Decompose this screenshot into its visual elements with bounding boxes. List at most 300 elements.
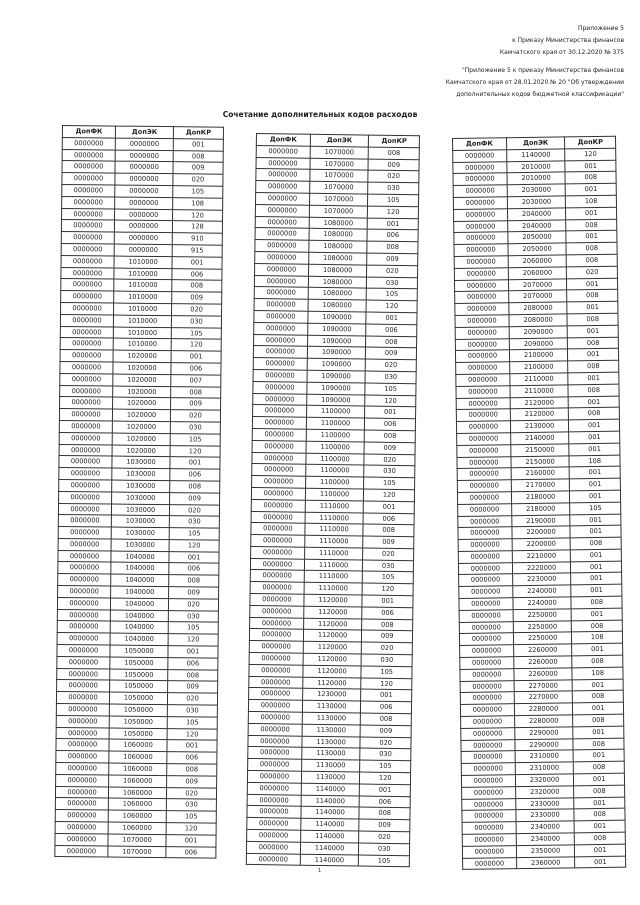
cell-dopkr: 020 <box>567 266 618 279</box>
codes-table-3 <box>452 136 626 871</box>
cell-dopkr: 001 <box>568 372 619 385</box>
column-header-dopfk: ДопФК <box>256 134 310 147</box>
cell-dopkr: 001 <box>570 478 621 491</box>
cell-dopek: 1050000 <box>109 704 167 716</box>
cell-dopkr: 006 <box>366 324 417 337</box>
cell-dopkr: 001 <box>568 349 619 362</box>
cell-dopek: 1030000 <box>112 468 170 480</box>
cell-dopkr: 008 <box>567 290 618 303</box>
cell-dopfk: 0000000 <box>60 314 113 326</box>
cell-dopek: 2050000 <box>508 243 567 256</box>
header-line-6: дополнительных кодов бюджетной классификации" <box>456 91 624 98</box>
cell-dopkr: 001 <box>366 312 417 325</box>
cell-dopkr: 001 <box>173 138 223 150</box>
cell-dopek: 2090000 <box>509 337 568 350</box>
cell-dopkr: 108 <box>173 197 223 209</box>
cell-dopkr: 008 <box>566 219 617 232</box>
table-row <box>58 503 219 516</box>
cell-dopek: 1030000 <box>112 456 170 468</box>
cell-dopek: 1050000 <box>110 645 168 657</box>
cell-dopek: 2100000 <box>509 361 568 374</box>
table-row <box>56 739 217 752</box>
cell-dopek: 1090000 <box>308 311 367 324</box>
cell-dopkr: 020 <box>360 737 411 750</box>
cell-dopkr: 030 <box>364 465 415 478</box>
cell-dopek: 1120000 <box>303 677 362 690</box>
cell-dopfk: 0000000 <box>253 358 307 371</box>
cell-dopek: 1130000 <box>302 700 361 713</box>
cell-dopfk: 0000000 <box>255 251 309 264</box>
cell-dopkr: 001 <box>571 573 622 586</box>
cell-dopek: 1010000 <box>114 256 172 268</box>
cell-dopkr: 009 <box>173 162 223 174</box>
cell-dopkr: 008 <box>575 832 626 845</box>
cell-dopfk: 0000000 <box>461 751 515 764</box>
cell-dopfk: 0000000 <box>58 574 111 586</box>
cell-dopkr: 008 <box>574 761 625 774</box>
cell-dopek: 2290000 <box>515 739 574 752</box>
table-row <box>59 409 220 422</box>
cell-dopfk: 0000000 <box>248 735 302 748</box>
cell-dopek: 1100000 <box>305 488 364 501</box>
cell-dopek: 2170000 <box>511 479 570 492</box>
cell-dopek: 2040000 <box>507 219 566 232</box>
table-row <box>62 184 223 197</box>
cell-dopkr: 001 <box>569 431 620 444</box>
cell-dopek: 2120000 <box>510 408 569 421</box>
cell-dopek: 2010000 <box>507 161 566 174</box>
cell-dopkr: 001 <box>570 466 621 479</box>
cell-dopfk: 0000000 <box>60 397 113 409</box>
cell-dopek: 1030000 <box>111 527 169 539</box>
cell-dopek: 2290000 <box>515 727 574 740</box>
cell-dopfk: 0000000 <box>255 204 309 217</box>
cell-dopkr: 120 <box>169 540 219 552</box>
cell-dopek: 1140000 <box>301 818 360 831</box>
cell-dopfk: 0000000 <box>250 558 304 571</box>
cell-dopek: 1020000 <box>113 386 171 398</box>
cell-dopek: 1110000 <box>305 524 364 537</box>
cell-dopkr: 108 <box>566 195 617 208</box>
cell-dopfk: 0000000 <box>453 197 507 210</box>
cell-dopfk: 0000000 <box>455 315 509 328</box>
cell-dopfk: 0000000 <box>455 291 509 304</box>
cell-dopfk: 0000000 <box>252 428 306 441</box>
cell-dopkr: 120 <box>167 728 217 740</box>
cell-dopfk: 0000000 <box>55 798 108 810</box>
cell-dopfk: 0000000 <box>456 409 510 422</box>
cell-dopfk: 0000000 <box>255 216 309 229</box>
cell-dopek: 1080000 <box>309 217 368 230</box>
cell-dopkr: 001 <box>566 183 617 196</box>
cell-dopfk: 0000000 <box>59 468 112 480</box>
cell-dopkr: 001 <box>565 160 616 173</box>
cell-dopek: 1020000 <box>112 445 170 457</box>
cell-dopfk: 0000000 <box>251 511 305 524</box>
cell-dopfk: 0000000 <box>57 609 110 621</box>
cell-dopfk: 0000000 <box>460 657 514 670</box>
cell-dopfk: 0000000 <box>459 633 513 646</box>
cell-dopfk: 0000000 <box>457 433 511 446</box>
cell-dopkr: 009 <box>361 725 412 738</box>
cell-dopkr: 006 <box>362 607 413 620</box>
cell-dopek: 2130000 <box>510 420 569 433</box>
cell-dopkr: 009 <box>368 159 419 172</box>
column-header-dopfk: ДопФК <box>453 138 507 151</box>
cell-dopkr: 030 <box>368 182 419 195</box>
cell-dopek: 1050000 <box>110 692 168 704</box>
cell-dopfk: 0000000 <box>251 535 305 548</box>
cell-dopkr: 001 <box>571 584 622 597</box>
cell-dopfk: 0000000 <box>456 362 510 375</box>
cell-dopfk: 0000000 <box>254 310 308 323</box>
cell-dopek: 1100000 <box>306 406 365 419</box>
cell-dopek: 1100000 <box>306 417 365 430</box>
cell-dopkr: 105 <box>365 383 416 396</box>
table-row <box>62 149 223 162</box>
cell-dopkr: 120 <box>368 206 419 219</box>
cell-dopkr: 008 <box>568 360 619 373</box>
table-row <box>56 727 217 740</box>
cell-dopkr: 009 <box>362 630 413 643</box>
cell-dopfk: 0000000 <box>248 711 302 724</box>
cell-dopkr: 001 <box>569 396 620 409</box>
header-line-5: Камчатского края от 28.01.2020 № 20 "Об утверждении <box>445 79 624 86</box>
cell-dopek: 1100000 <box>305 476 364 489</box>
cell-dopek: 2060000 <box>508 255 567 268</box>
cell-dopkr: 008 <box>572 655 623 668</box>
cell-dopek: 1140000 <box>300 854 359 867</box>
cell-dopek: 2360000 <box>516 856 575 869</box>
cell-dopkr: 008 <box>568 337 619 350</box>
cell-dopfk: 0000000 <box>253 405 307 418</box>
cell-dopek: 1100000 <box>306 429 365 442</box>
cell-dopfk: 0000000 <box>58 538 111 550</box>
cell-dopfk: 0000000 <box>59 479 112 491</box>
cell-dopek: 0000000 <box>115 220 173 232</box>
cell-dopkr: 030 <box>166 799 216 811</box>
cell-dopkr: 001 <box>573 679 624 692</box>
cell-dopek: 1080000 <box>308 276 367 289</box>
cell-dopfk: 0000000 <box>57 668 110 680</box>
cell-dopkr: 030 <box>170 422 220 434</box>
table-row <box>463 856 626 870</box>
cell-dopfk: 0000000 <box>58 515 111 527</box>
cell-dopkr: 008 <box>567 254 618 267</box>
cell-dopfk: 0000000 <box>58 503 111 515</box>
cell-dopek: 1110000 <box>305 535 364 548</box>
cell-dopek: 1020000 <box>112 421 170 433</box>
cell-dopfk: 0000000 <box>254 299 308 312</box>
cell-dopek: 1090000 <box>306 394 365 407</box>
cell-dopfk: 0000000 <box>56 692 109 704</box>
cell-dopfk: 0000000 <box>60 361 113 373</box>
table-row <box>59 432 220 445</box>
cell-dopfk: 0000000 <box>57 656 110 668</box>
cell-dopek: 2260000 <box>513 644 572 657</box>
cell-dopfk: 0000000 <box>56 739 109 751</box>
cell-dopkr: 020 <box>173 174 223 186</box>
cell-dopkr: 008 <box>567 313 618 326</box>
cell-dopek: 2320000 <box>515 774 574 787</box>
cell-dopek: 2200000 <box>512 526 571 539</box>
cell-dopkr: 009 <box>168 681 218 693</box>
cell-dopek: 0000000 <box>115 173 173 185</box>
cell-dopfk: 0000000 <box>256 157 310 170</box>
cell-dopkr: 910 <box>172 233 222 245</box>
cell-dopkr: 105 <box>367 288 418 301</box>
cell-dopek: 2040000 <box>507 208 566 221</box>
cell-dopkr: 030 <box>363 560 414 573</box>
cell-dopkr: 006 <box>363 513 414 526</box>
cell-dopkr: 120 <box>173 209 223 221</box>
cell-dopfk: 0000000 <box>61 267 114 279</box>
cell-dopek: 1050000 <box>110 669 168 681</box>
cell-dopkr: 001 <box>575 844 626 857</box>
cell-dopfk: 0000000 <box>248 759 302 772</box>
cell-dopfk: 0000000 <box>454 256 508 269</box>
cell-dopfk: 0000000 <box>56 715 109 727</box>
cell-dopkr: 001 <box>361 689 412 702</box>
cell-dopek: 1040000 <box>111 551 169 563</box>
table-row <box>62 173 223 186</box>
table-row <box>60 385 221 398</box>
cell-dopkr: 006 <box>360 796 411 809</box>
cell-dopkr: 001 <box>572 643 623 656</box>
cell-dopfk: 0000000 <box>57 633 110 645</box>
cell-dopfk: 0000000 <box>57 597 110 609</box>
cell-dopfk: 0000000 <box>57 645 110 657</box>
cell-dopek: 1120000 <box>303 653 362 666</box>
cell-dopek: 1070000 <box>310 170 369 183</box>
cell-dopkr: 008 <box>573 738 624 751</box>
cell-dopfk: 0000000 <box>62 184 115 196</box>
cell-dopfk: 0000000 <box>61 255 114 267</box>
cell-dopek: 1090000 <box>307 370 366 383</box>
cell-dopfk: 0000000 <box>62 161 115 173</box>
table-row <box>246 853 409 867</box>
header-line-3: Камчатского края от 30.12.2020 № 375 <box>499 49 624 56</box>
cell-dopkr: 108 <box>569 455 620 468</box>
cell-dopkr: 008 <box>573 714 624 727</box>
cell-dopfk: 0000000 <box>253 346 307 359</box>
cell-dopfk: 0000000 <box>56 704 109 716</box>
cell-dopfk: 0000000 <box>250 582 304 595</box>
cell-dopfk: 0000000 <box>458 551 512 564</box>
cell-dopkr: 006 <box>172 268 222 280</box>
table-row <box>60 350 221 363</box>
cell-dopek: 1050000 <box>110 680 168 692</box>
cell-dopek: 2280000 <box>514 703 573 716</box>
table-row <box>59 468 220 481</box>
cell-dopek: 1070000 <box>309 205 368 218</box>
cell-dopfk: 0000000 <box>59 432 112 444</box>
table-row <box>55 786 216 799</box>
cell-dopfk: 0000000 <box>60 385 113 397</box>
table-row <box>57 609 218 622</box>
cell-dopkr: 001 <box>569 419 620 432</box>
table-row <box>58 562 219 575</box>
cell-dopkr: 020 <box>170 410 220 422</box>
cell-dopek: 1140000 <box>300 842 359 855</box>
page-number: 1 <box>318 868 322 874</box>
cell-dopek: 0000000 <box>115 138 173 150</box>
cell-dopfk: 0000000 <box>248 723 302 736</box>
cell-dopfk: 0000000 <box>462 810 516 823</box>
cell-dopek: 1080000 <box>308 288 367 301</box>
cell-dopkr: 008 <box>366 336 417 349</box>
cell-dopkr: 020 <box>368 170 419 183</box>
cell-dopkr: 105 <box>570 502 621 515</box>
cell-dopkr: 120 <box>365 395 416 408</box>
cell-dopfk: 0000000 <box>453 173 507 186</box>
cell-dopkr: 001 <box>172 256 222 268</box>
cell-dopkr: 030 <box>359 843 410 856</box>
cell-dopek: 1130000 <box>302 712 361 725</box>
cell-dopek: 1010000 <box>114 279 172 291</box>
cell-dopfk: 0000000 <box>254 287 308 300</box>
cell-dopkr: 008 <box>568 384 619 397</box>
cell-dopkr: 008 <box>574 809 625 822</box>
cell-dopkr: 105 <box>166 811 216 823</box>
table-row <box>55 810 216 823</box>
cell-dopfk: 0000000 <box>459 598 513 611</box>
cell-dopek: 1060000 <box>109 739 167 751</box>
cell-dopek: 1030000 <box>111 539 169 551</box>
cell-dopek: 1060000 <box>108 822 166 834</box>
cell-dopfk: 0000000 <box>456 421 510 434</box>
table-row <box>55 845 216 858</box>
table-row <box>62 161 223 174</box>
cell-dopfk: 0000000 <box>247 829 301 842</box>
table-row <box>59 491 220 504</box>
cell-dopek: 2310000 <box>515 750 574 763</box>
cell-dopek: 1110000 <box>304 582 363 595</box>
table-row <box>56 715 217 728</box>
cell-dopek: 1060000 <box>109 763 167 775</box>
cell-dopek: 1130000 <box>302 736 361 749</box>
cell-dopkr: 009 <box>170 492 220 504</box>
cell-dopfk: 0000000 <box>462 822 516 835</box>
cell-dopkr: 001 <box>574 797 625 810</box>
cell-dopkr: 008 <box>169 575 219 587</box>
cell-dopfk: 0000000 <box>60 326 113 338</box>
cell-dopek: 1030000 <box>111 515 169 527</box>
cell-dopkr: 001 <box>566 231 617 244</box>
cell-dopfk: 0000000 <box>459 621 513 634</box>
cell-dopkr: 105 <box>364 477 415 490</box>
cell-dopkr: 009 <box>366 347 417 360</box>
cell-dopfk: 0000000 <box>253 381 307 394</box>
cell-dopkr: 030 <box>367 277 418 290</box>
cell-dopek: 1020000 <box>113 362 171 374</box>
cell-dopkr: 105 <box>368 194 419 207</box>
cell-dopkr: 009 <box>169 587 219 599</box>
cell-dopek: 2330000 <box>516 809 575 822</box>
cell-dopek: 1130000 <box>301 759 360 772</box>
cell-dopkr: 120 <box>171 339 221 351</box>
cell-dopek: 1070000 <box>310 158 369 171</box>
cell-dopek: 1030000 <box>112 504 170 516</box>
cell-dopfk: 0000000 <box>251 523 305 536</box>
cell-dopkr: 008 <box>565 172 616 185</box>
cell-dopek: 0000000 <box>115 209 173 221</box>
cell-dopfk: 0000000 <box>251 499 305 512</box>
column-header-dopek: ДопЭК <box>310 134 369 147</box>
cell-dopfk: 0000000 <box>462 845 516 858</box>
cell-dopfk: 0000000 <box>62 149 115 161</box>
table-row <box>57 633 218 646</box>
cell-dopfk: 0000000 <box>246 841 300 854</box>
cell-dopek: 2070000 <box>508 290 567 303</box>
cell-dopkr: 128 <box>172 221 222 233</box>
cell-dopfk: 0000000 <box>56 763 109 775</box>
cell-dopek: 1070000 <box>108 846 166 858</box>
cell-dopkr: 001 <box>166 834 216 846</box>
cell-dopfk: 0000000 <box>455 326 509 339</box>
cell-dopfk: 0000000 <box>247 782 301 795</box>
cell-dopek: 1090000 <box>307 335 366 348</box>
cell-dopkr: 001 <box>571 561 622 574</box>
cell-dopkr: 008 <box>359 807 410 820</box>
cell-dopkr: 001 <box>365 406 416 419</box>
cell-dopkr: 120 <box>366 300 417 313</box>
cell-dopek: 1040000 <box>111 574 169 586</box>
cell-dopfk: 0000000 <box>456 397 510 410</box>
cell-dopkr: 006 <box>367 229 418 242</box>
table-row <box>62 137 223 150</box>
cell-dopfk: 0000000 <box>255 228 309 241</box>
cell-dopek: 1060000 <box>109 775 167 787</box>
cell-dopek: 2230000 <box>512 573 571 586</box>
cell-dopfk: 0000000 <box>250 605 304 618</box>
cell-dopkr: 006 <box>361 701 412 714</box>
cell-dopek: 2160000 <box>511 467 570 480</box>
cell-dopek: 1120000 <box>303 641 362 654</box>
cell-dopkr: 120 <box>363 583 414 596</box>
cell-dopek: 1060000 <box>109 787 167 799</box>
cell-dopfk: 0000000 <box>55 833 108 845</box>
header-line-2: к Приказу Министерства финансов <box>512 37 624 44</box>
cell-dopkr: 006 <box>166 846 216 858</box>
column-header-dopek: ДопЭК <box>506 137 565 150</box>
cell-dopek: 2010000 <box>507 172 566 185</box>
cell-dopek: 2050000 <box>508 231 567 244</box>
table-row <box>58 527 219 540</box>
cell-dopfk: 0000000 <box>455 303 509 316</box>
cell-dopek: 1080000 <box>308 252 367 265</box>
cell-dopfk: 0000000 <box>56 751 109 763</box>
cell-dopkr: 001 <box>570 525 621 538</box>
cell-dopfk: 0000000 <box>58 527 111 539</box>
column-header-dopkr: ДопКР <box>173 127 223 139</box>
cell-dopfk: 0000000 <box>453 161 507 174</box>
cell-dopfk: 0000000 <box>56 774 109 786</box>
cell-dopfk: 0000000 <box>454 232 508 245</box>
cell-dopfk: 0000000 <box>56 727 109 739</box>
cell-dopkr: 008 <box>569 408 620 421</box>
cell-dopfk: 0000000 <box>457 468 511 481</box>
cell-dopfk: 0000000 <box>256 169 310 182</box>
cell-dopek: 1050000 <box>109 728 167 740</box>
cell-dopek: 1020000 <box>113 409 171 421</box>
cell-dopkr: 030 <box>171 315 221 327</box>
cell-dopkr: 008 <box>365 430 416 443</box>
cell-dopek: 2190000 <box>512 514 571 527</box>
cell-dopek: 1070000 <box>108 834 166 846</box>
cell-dopkr: 020 <box>167 787 217 799</box>
cell-dopek: 1120000 <box>304 606 363 619</box>
